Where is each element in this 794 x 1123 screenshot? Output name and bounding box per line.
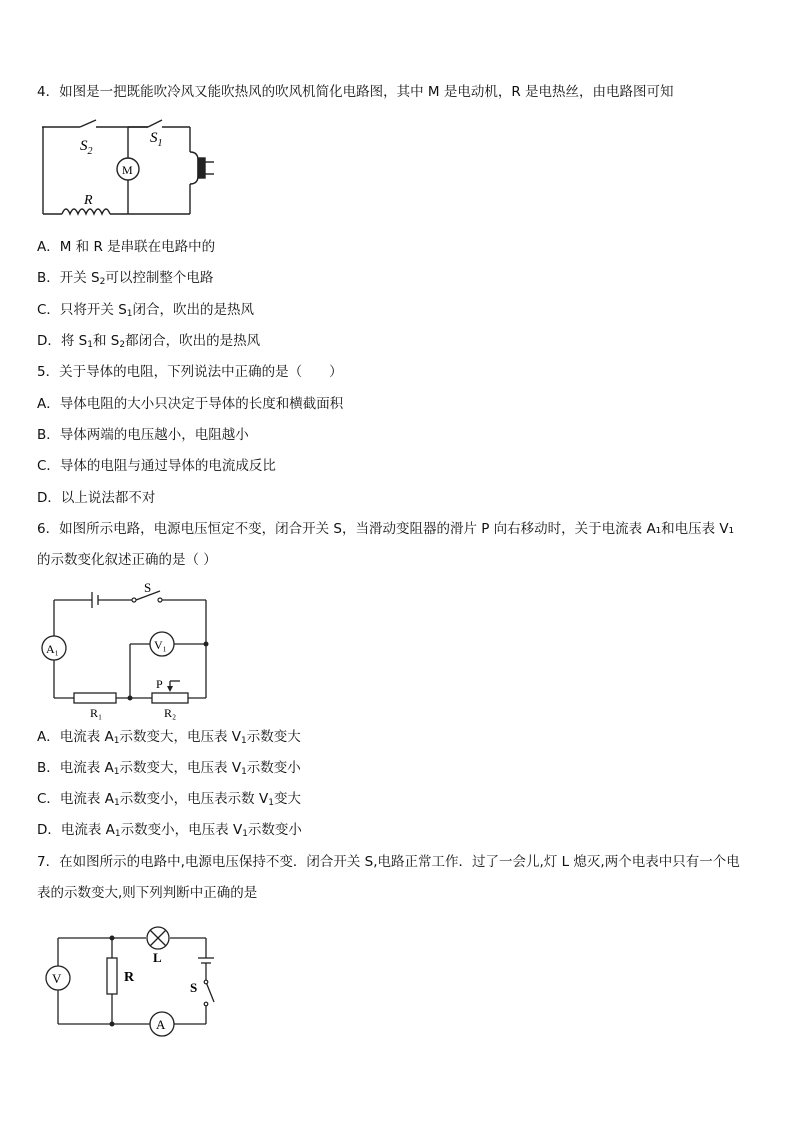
q6-option-c[interactable]: C．电流表 $A_1$示数变小，电压表示数 $V_1$变大 <box>37 791 301 808</box>
q5-option-a[interactable]: A．导体电阻的大小只决定于导体的长度和横截面积 <box>37 396 344 412</box>
r-label: R <box>124 970 135 985</box>
q6-option-d[interactable]: D．电流表 $A_1$示数变小，电压表 $V_1$示数变小 <box>37 822 302 839</box>
r1-label: R₁ <box>90 706 103 720</box>
q6-option-b[interactable]: B．电流表 $A_1$示数变大，电压表 $V_1$示数变小 <box>37 760 301 777</box>
s1-label: $S_1$ <box>150 130 163 149</box>
s-label: S <box>190 980 198 995</box>
p-label: P <box>156 677 163 691</box>
q5-stem: 5．关于导体的电阻，下列说法中正确的是（ ） <box>37 364 343 380</box>
q6-option-a[interactable]: A．电流表 $A_1$示数变大，电压表 $V_1$示数变大 <box>37 729 301 746</box>
r1-resistor <box>74 693 116 703</box>
q6-stem-line2: 的示数变化叙述正确的是（ ） <box>37 552 217 568</box>
q4-circuit-diagram <box>38 118 228 222</box>
q5-option-c[interactable]: C．导体的电阻与通过导体的电流成反比 <box>37 458 276 474</box>
s-label: S <box>144 580 152 595</box>
q6-stem-line1: 6．如图所示电路，电源电压恒定不变，闭合开关 S，当滑动变阻器的滑片 P 向右移动时，关于电流表 A₁和电压表 V₁ <box>37 521 735 537</box>
q7-circuit-diagram <box>38 920 228 1038</box>
v-label: V <box>52 971 62 986</box>
r2-label: R₂ <box>164 706 177 720</box>
s2-label: $S_2$ <box>80 138 93 157</box>
heating-wire-coil <box>62 209 110 214</box>
plug-icon <box>190 152 214 184</box>
q4-option-c[interactable]: C．只将开关 $S_1$闭合，吹出的是热风 <box>37 302 255 319</box>
q5-option-d[interactable]: D．以上说法都不对 <box>37 490 156 506</box>
resistor-r <box>107 958 117 994</box>
r-label: R <box>84 193 93 208</box>
motor-label: M <box>122 163 133 177</box>
a-label: A <box>156 1017 166 1032</box>
q4-option-a[interactable]: A．M 和 R 是串联在电路中的 <box>37 239 216 255</box>
v1-label: V₁ <box>154 638 167 652</box>
q5-option-b[interactable]: B．导体两端的电压越小，电阻越小 <box>37 427 249 443</box>
q7-stem-line2: 表的示数变大,则下列判断中正确的是 <box>37 885 258 901</box>
q7-stem-line1: 7．在如图所示的电路中,电源电压保持不变．闭合开关 S,电路正常工作．过了一会儿,灯 L 熄灭,两个电表中只有一个电 <box>37 854 740 870</box>
lamp-l-symbol <box>147 927 169 949</box>
q6-circuit-diagram <box>38 580 228 722</box>
r2-rheostat <box>152 693 188 703</box>
q4-option-b[interactable]: B．开关 $S_2$可以控制整个电路 <box>37 270 214 287</box>
q4-stem: 4．如图是一把既能吹冷风又能吹热风的吹风机简化电路图，其中 M 是电动机，R 是电热丝，由电路图可知 <box>37 84 674 100</box>
l-label: L <box>153 950 162 965</box>
q4-option-d[interactable]: D．将 $S_1$和 $S_2$都闭合，吹出的是热风 <box>37 333 261 350</box>
a1-label: A₁ <box>46 642 59 656</box>
